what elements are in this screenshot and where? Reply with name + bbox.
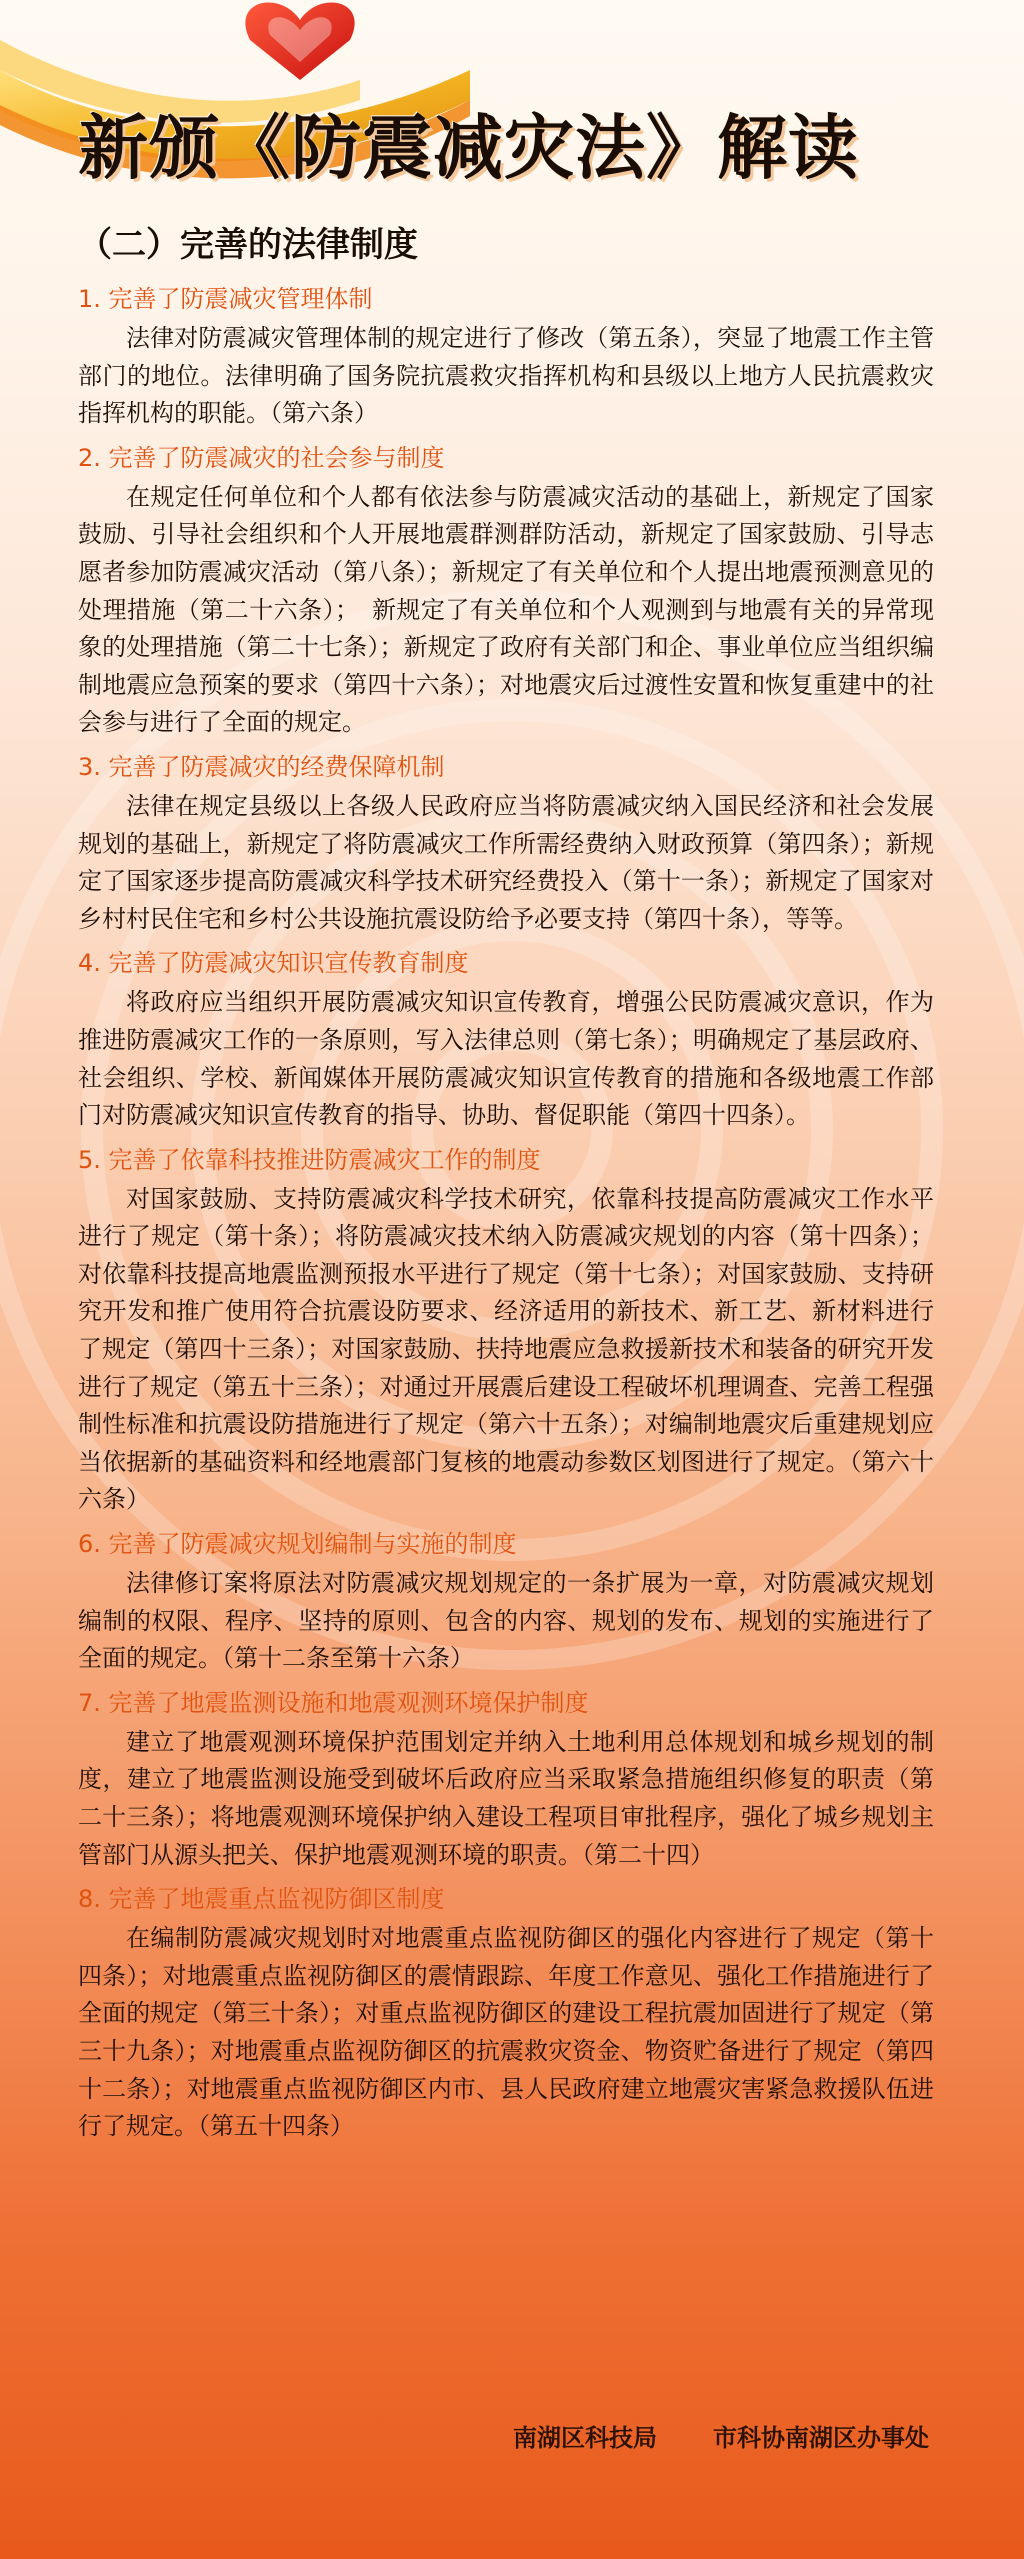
page-title: 新颁《防震减灾法》解读 bbox=[78, 106, 859, 189]
item-body: 法律修订案将原法对防震减灾规划规定的一条扩展为一章，对防震减灾规划编制的权限、程序、坚持的原则、包含的内容、规划的发布、规划的实施进行了全面的规定。（第十二条至第十六条） bbox=[78, 1569, 934, 1673]
item-heading: 8. 完善了地震重点监视防御区制度 bbox=[78, 1885, 445, 1914]
item-body: 法律在规定县级以上各级人民政府应当将防震减灾纳入国民经济和社会发展规划的基础上，新规定了将防震减灾工作所需经费纳入财政预算（第四条）；新规定了国家逐步提高防震减灾科学技术研究经费投入（第十一条）；新规定了国家对乡村村民住宅和乡村公共设施抗震设防给予必要支持（第四十条），等等。 bbox=[78, 791, 934, 933]
item-body: 在规定任何单位和个人都有依法参与防震减灾活动的基础上，新规定了国家鼓励、引导社会组织和个人开展地震群测群防活动，新规定了国家鼓励、引导志愿者参加防震减灾活动（第八条）；新规定了有关单位和个人提出地震预测意见的处理措施（第二十六条）； 新规定了有关单位和个人观测到与地震有关的异常现象的处理措施（第二十七条）；新规定了政府有关部门和企、事业单位应当组织编制地震应急预案的要求（第四十六条）；对地震灾后过渡性安置和恢复重建中的社会参与进行了全面的规定。 bbox=[78, 482, 934, 737]
item-body: 建立了地震观测环境保护范围划定并纳入土地利用总体规划和城乡规划的制度，建立了地震监测设施受到破坏后政府应当采取紧急措施组织修复的职责（第二十三条）；将地震观测环境保护纳入建设工程项目审批程序，强化了城乡规划主管部门从源头把关、保护地震观测环境的职责。（第二十四） bbox=[78, 1727, 934, 1869]
item-body: 将政府应当组织开展防震减灾知识宣传教育，增强公民防震减灾意识，作为推进防震减灾工作的一条原则，写入法律总则（第七条）；明确规定了基层政府、社会组织、学校、新闻媒体开展防震减灾知识宣传教育的措施和各级地震工作部门对防震减灾知识宣传教育的指导、协助、督促职能（第四十四条）。 bbox=[78, 988, 934, 1130]
footer bbox=[513, 2420, 929, 2456]
item-6 bbox=[78, 1525, 934, 1678]
item-body: 在编制防震减灾规划时对地震重点监视防御区的强化内容进行了规定（第十四条）；对地震重点监视防御区的震情跟踪、年度工作意见、强化工作措施进行了全面的规定（第三十条）；对重点监视防御区的建设工程抗震加固进行了规定（第三十九条）；对地震重点监视防御区的抗震救灾资金、物资贮备进行了规定（第四十二条）；对地震重点监视防御区内市、县人民政府建立地震灾害紧急救援队伍进行了规定。（第五十四条） bbox=[78, 1924, 934, 2141]
footer-org-association-office: 市科协南湖区办事处 bbox=[713, 2423, 929, 2452]
item-8 bbox=[78, 1880, 934, 2146]
item-5 bbox=[78, 1141, 934, 1519]
item-2 bbox=[78, 439, 934, 742]
item-heading: 2. 完善了防震减灾的社会参与制度 bbox=[78, 443, 445, 472]
item-heading: 1. 完善了防震减灾管理体制 bbox=[78, 285, 373, 313]
item-heading: 3. 完善了防震减灾的经费保障机制 bbox=[78, 752, 445, 781]
content bbox=[78, 276, 934, 2152]
item-heading: 7. 完善了地震监测设施和地震观测环境保护制度 bbox=[78, 1688, 589, 1717]
item-7 bbox=[78, 1684, 934, 1874]
item-heading: 4. 完善了防震减灾知识宣传教育制度 bbox=[78, 949, 469, 978]
item-heading: 6. 完善了防震减灾规划编制与实施的制度 bbox=[78, 1530, 517, 1559]
footer-org-science-bureau: 南湖区科技局 bbox=[513, 2423, 657, 2452]
item-body: 对国家鼓励、支持防震减灾科学技术研究，依靠科技提高防震减灾工作水平进行了规定（第十条）；将防震减灾技术纳入防震减灾规划的内容（第十四条）；对依靠科技提高地震监测预报水平进行了规定（第十七条）；对国家鼓励、支持研究开发和推广使用符合抗震设防要求、经济适用的新技术、新工艺、新材料进行了规定（第四十三条）；对国家鼓励、扶持地震应急救援新技术和装备的研究开发进行了规定（第五十三条）；对通过开展震后建设工程破坏机理调查、完善工程强制性标准和抗震设防措施进行了规定（第六十五条）；对编制地震灾后重建规划应当依据新的基础资料和经地震部门复核的地震动参数区划图进行了规定。（第六十六条） bbox=[78, 1184, 934, 1514]
item-1 bbox=[78, 280, 934, 433]
item-heading: 5. 完善了依靠科技推进防震减灾工作的制度 bbox=[78, 1145, 541, 1174]
item-4 bbox=[78, 944, 934, 1134]
item-body: 法律对防震减灾管理体制的规定进行了修改（第五条），突显了地震工作主管部门的地位。法律明确了国务院抗震救灾指挥机构和县级以上地方人民抗震救灾指挥机构的职能。（第六条） bbox=[78, 324, 934, 428]
item-3 bbox=[78, 748, 934, 938]
section-title: （二）完善的法律制度 bbox=[78, 225, 418, 265]
